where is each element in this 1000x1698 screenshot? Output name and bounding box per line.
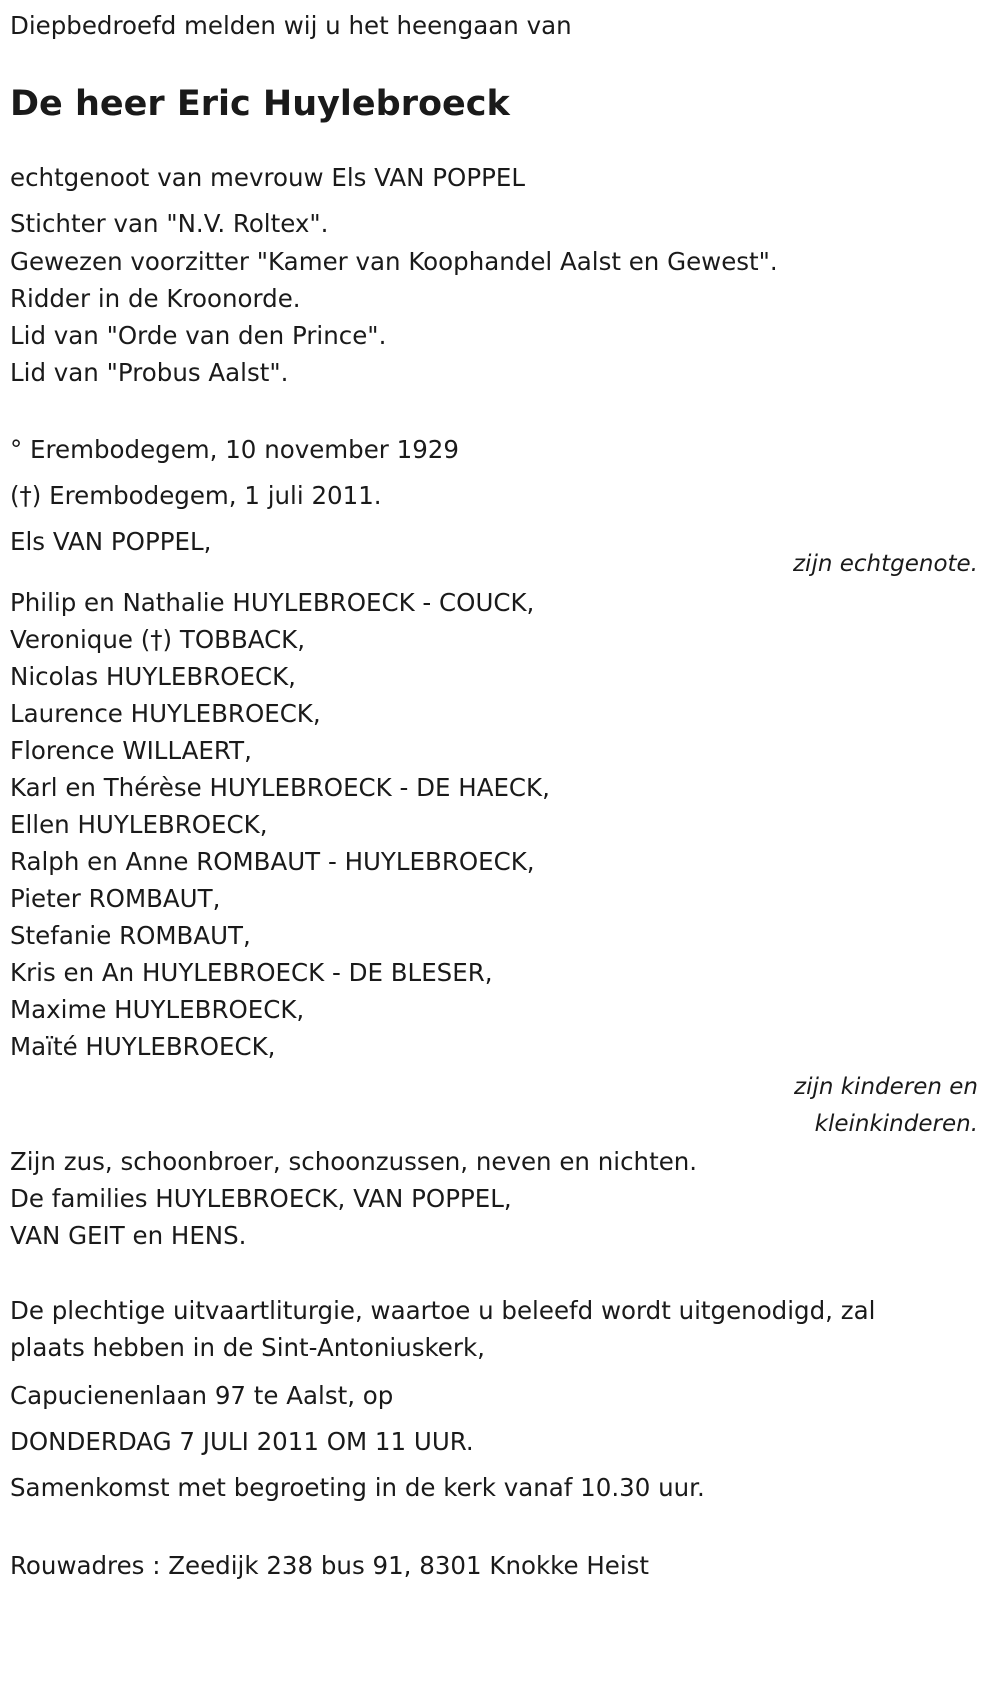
family-line: De families HUYLEBROECK, VAN POPPEL, <box>10 1184 512 1213</box>
obituary-notice <box>0 6 1000 1698</box>
church-address: Capucienenlaan 97 te Aalst, op <box>10 1381 394 1410</box>
spouse-line: echtgenoot van mevrouw Els VAN POPPEL <box>10 163 525 192</box>
gathering-text: Samenkomst met begroeting in de kerk vanaf 10.30 uur. <box>10 1473 705 1502</box>
funeral-date: DONDERDAG 7 JULI 2011 OM 11 UUR. <box>10 1427 474 1456</box>
list-item: Laurence HUYLEBROECK, <box>10 699 321 728</box>
spouse-role: zijn echtgenote. <box>792 551 978 577</box>
title-item: Gewezen voorzitter "Kamer van Koophandel Aalst en Gewest". <box>10 247 778 276</box>
list-item: Florence WILLAERT, <box>10 736 252 765</box>
list-item: Kris en An HUYLEBROECK - DE BLESER, <box>10 958 493 987</box>
title-item: Lid van "Probus Aalst". <box>10 358 289 387</box>
intro-text: Diepbedroefd melden wij u het heengaan van <box>10 11 572 40</box>
family-line: Zijn zus, schoonbroer, schoonzussen, neven en nichten. <box>10 1147 698 1176</box>
list-item: Karl en Thérèse HUYLEBROECK - DE HAECK, <box>10 773 550 802</box>
list-item: Stefanie ROMBAUT, <box>10 921 251 950</box>
title-item: Stichter van "N.V. Roltex". <box>10 209 329 238</box>
children-role: kleinkinderen. <box>814 1111 978 1137</box>
title-item: Lid van "Orde van den Prince". <box>10 321 387 350</box>
title-item: Ridder in de Kroonorde. <box>10 284 301 313</box>
children-role: zijn kinderen en <box>794 1074 978 1100</box>
titles-list <box>10 204 990 392</box>
list-item: Ralph en Anne ROMBAUT - HUYLEBROECK, <box>10 847 535 876</box>
children-list <box>10 584 990 1065</box>
list-item: Veronique (†) TOBBACK, <box>10 625 306 654</box>
list-item: Ellen HUYLEBROECK, <box>10 810 268 839</box>
spouse-name: Els VAN POPPEL, <box>10 527 212 556</box>
list-item: Philip en Nathalie HUYLEBROECK - COUCK, <box>10 588 535 617</box>
birth-line: ° Erembodegem, 10 november 1929 <box>10 435 459 464</box>
family-line: VAN GEIT en HENS. <box>10 1221 247 1250</box>
list-item: Nicolas HUYLEBROECK, <box>10 662 296 691</box>
funeral-text: plaats hebben in de Sint-Antoniuskerk, <box>10 1333 485 1362</box>
deceased-name: De heer Eric Huylebroeck <box>10 84 510 124</box>
list-item: Maxime HUYLEBROECK, <box>10 995 305 1024</box>
list-item: Maïté HUYLEBROECK, <box>10 1032 276 1061</box>
mourning-address: Rouwadres : Zeedijk 238 bus 91, 8301 Knokke Heist <box>10 1551 650 1580</box>
family-list <box>10 1143 990 1254</box>
list-item: Pieter ROMBAUT, <box>10 884 221 913</box>
death-line: (†) Erembodegem, 1 juli 2011. <box>10 481 382 510</box>
funeral-text: De plechtige uitvaartliturgie, waartoe u beleefd wordt uitgenodigd, zal <box>10 1296 876 1325</box>
